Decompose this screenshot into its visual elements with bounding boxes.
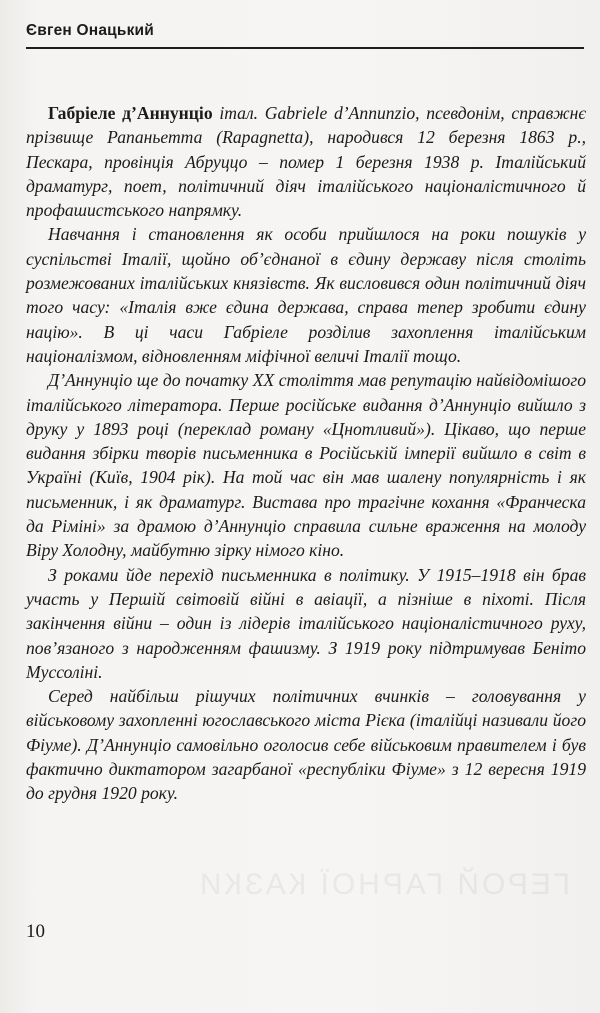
paragraph-3: Д’Аннунціо ще до початку XX століття мав репутацію найвідомішого італійського літератора. Перше російське видання д’Аннунціо вийшло з друку у 1893 році (переклад роману «Цнотливий»). Цікаво, що перше видання збірки творів письменника в Російській імперії вийшло в світ в Україні (Київ, 1904 рік). На той час він мав шалену популярність і як письменник, і як драматург. Вистава про трагічне кохання «Франческа да Ріміні» за драмою д’Аннунціо справила сильне враження на молоду Віру Холодну, майбутню зірку німого кіно. — [26, 370, 586, 561]
paragraph-4: З роками йде перехід письменника в політику. У 1915–1918 він брав участь у Першій світовій війні в авіації, а пізніше в піхоті. Після закінчення війни – один із лідерів італійського націоналістичного руху, пов’язаного з народженням фашизму. З 1919 року підтримував Беніто Муссоліні. — [26, 564, 586, 682]
header-rule — [26, 47, 584, 49]
show-through-text: ГЕРОЙ ГАРНОЇ КАЗКИ — [196, 868, 570, 901]
paragraph-1-text: італ. Gabriele d’Annunzio, псевдонім, справжнє прізвище Рапаньетта (Rapagnetta), народився 12 березня 1863 р., Пескара, провінція Абруццо – помер 1 березня 1938 р. Італійський драматург, поет, політичний діяч італійського націоналістичного й профашистського напрямку. — [26, 103, 586, 221]
paragraph-2: Навчання і становлення як особи прийшлося на роки пошуків у суспільстві Італії, щойно об’єднаної в єдину державу після століть розмежованих італійських князівств. Як висловився один політичний діяч того часу: «Італія вже єдина держава, справа тепер зробити єдину націю». В ці часи Габріеле розділив захоплення італійським націоналізмом, відновленням міфічної величі Італії тощо. — [26, 224, 586, 366]
lead-name: Габріеле д’Аннунціо — [48, 103, 213, 123]
paragraph-5: Серед найбільш рішучих політичних вчинків – головування у військовому захопленні югославського міста Рієка (італійці називали його Фіуме). Д’Аннунціо самовільно оголосив себе військовим правителем і був фактично диктатором загарбаної «республіки Фіуме» з 12 вересня 1919 до грудня 1920 року. — [26, 686, 586, 804]
running-head-author: Євген Онацький — [26, 22, 155, 39]
article-body — [26, 101, 586, 806]
paragraph-1 — [26, 101, 586, 222]
page-number: 10 — [26, 921, 45, 942]
